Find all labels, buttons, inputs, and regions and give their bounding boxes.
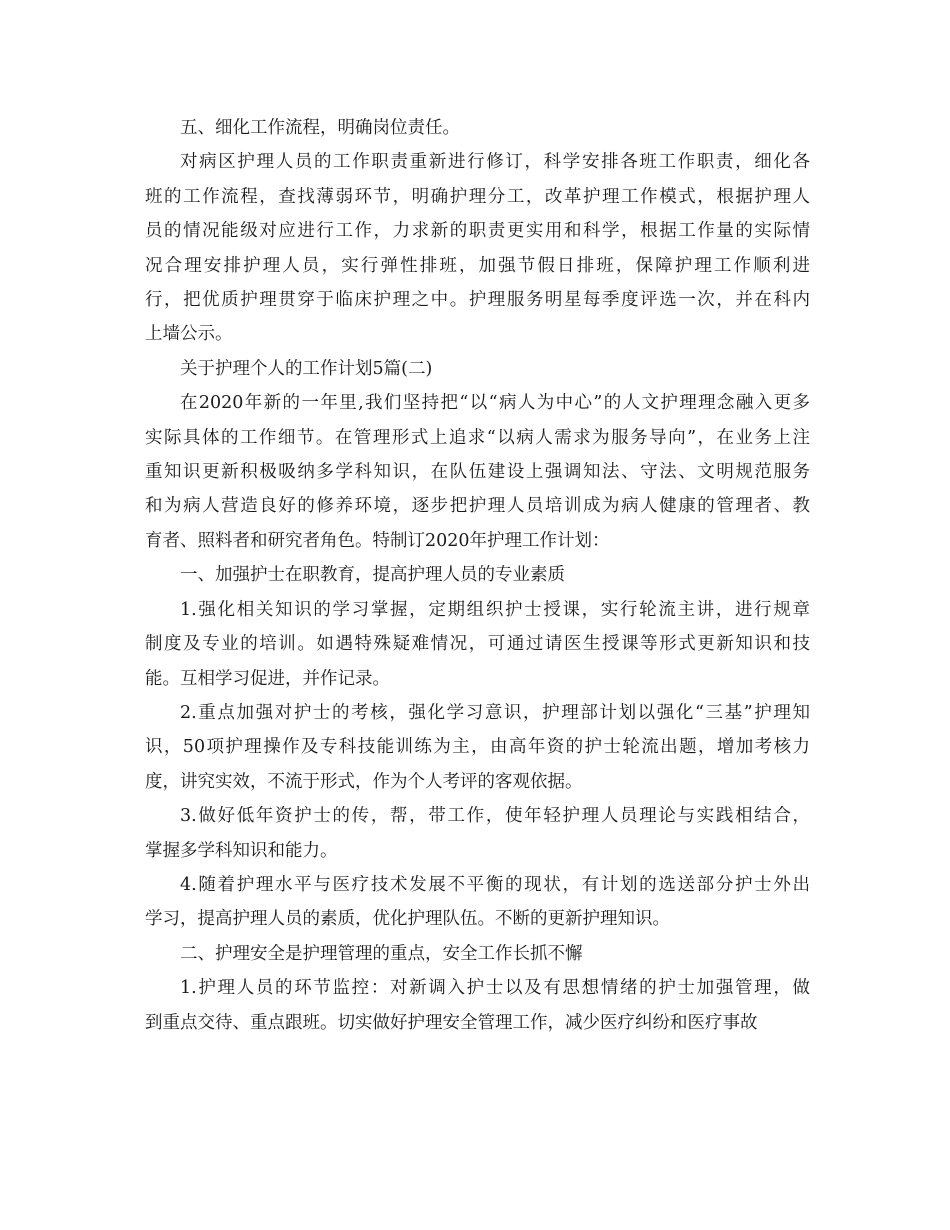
text-line: 上墙公示。: [145, 324, 233, 345]
text-line: 学习，提高护理人员的素质，优化护理队伍。不断的更新护理知识。: [145, 909, 670, 930]
text-line: 班的工作流程，查找薄弱环节，明确护理分工，改革护理工作模式，根据护理人: [145, 186, 810, 207]
text-line: 重知识更新积极吸纳多学科知识，在队伍建设上强调知法、守法、文明规范服务: [145, 462, 810, 483]
text-line: 1.护理人员的环节监控：对新调入护士以及有思想情绪的护士加强管理，做: [180, 978, 810, 999]
text-line: 识，50项护理操作及专科技能训练为主，由高年资的护士轮流出题，增加考核力: [145, 737, 810, 758]
text-line: 实际具体的工作细节。在管理形式上追求“以病人需求为服务导向”，在业务上注: [145, 427, 810, 448]
section-heading: [145, 558, 810, 592]
text-line: 二、护理安全是护理管理的重点，安全工作长抓不懈: [180, 943, 583, 964]
body-paragraph: [145, 593, 810, 696]
text-line: 一、加强护士在职教育，提高护理人员的专业素质: [180, 565, 565, 586]
text-line: 行，把优质护理贯穿于临床护理之中。护理服务明星每季度评选一次，并在科内: [145, 290, 810, 311]
text-line: 在2020年新的一年里,我们坚持把“以“病人为中心”的人文护理理念融入更多: [180, 393, 810, 414]
text-line: 育者、照料者和研究者角色。特制订2020年护理工作计划：: [145, 530, 610, 551]
text-line: 对病区护理人员的工作职责重新进行修订，科学安排各班工作职责，细化各: [180, 152, 810, 173]
body-paragraph: [145, 799, 810, 868]
body-paragraph: [145, 145, 810, 351]
text-line: 五、细化工作流程，明确岗位责任。: [180, 118, 460, 138]
text-line: 掌握多学科知识和能力。: [145, 840, 338, 861]
document-body: [145, 111, 810, 1040]
body-paragraph: [145, 386, 810, 558]
section-heading: [145, 111, 810, 145]
text-line: 关于护理个人的工作计划5篇(二): [180, 358, 433, 379]
text-line: 1.强化相关知识的学习掌握，定期组织护士授课，实行轮流主讲，进行规章: [180, 599, 810, 620]
text-line: 和为病人营造良好的修养环境，逐步把护理人员培训成为病人健康的管理者、教: [145, 496, 810, 517]
section-heading: [145, 352, 810, 386]
body-paragraph: [145, 868, 810, 937]
body-paragraph: [145, 696, 810, 799]
text-line: 能。互相学习促进，并作记录。: [145, 668, 390, 689]
text-line: 员的情况能级对应进行工作，力求新的职责更实用和科学，根据工作量的实际情: [145, 221, 810, 242]
text-line: 到重点交待、重点跟班。切实做好护理安全管理工作，减少医疗纠纷和医疗事故: [145, 1012, 758, 1033]
text-line: 制度及专业的培训。如遇特殊疑难情况，可通过请医生授课等形式更新知识和技: [145, 634, 810, 655]
section-heading: [145, 937, 810, 971]
text-line: 4.随着护理水平与医疗技术发展不平衡的现状，有计划的选送部分护士外出: [180, 874, 810, 895]
text-line: 度，讲究实效，不流于形式，作为个人考评的客观依据。: [145, 771, 583, 792]
text-line: 2.重点加强对护士的考核，强化学习意识，护理部计划以强化“三基”护理知: [180, 702, 810, 723]
text-line: 况合理安排护理人员，实行弹性排班，加强节假日排班，保障护理工作顺利进: [145, 255, 810, 276]
body-paragraph: [145, 971, 810, 1040]
text-line: 3.做好低年资护士的传，帮，带工作，使年轻护理人员理论与实践相结合，: [180, 806, 810, 827]
